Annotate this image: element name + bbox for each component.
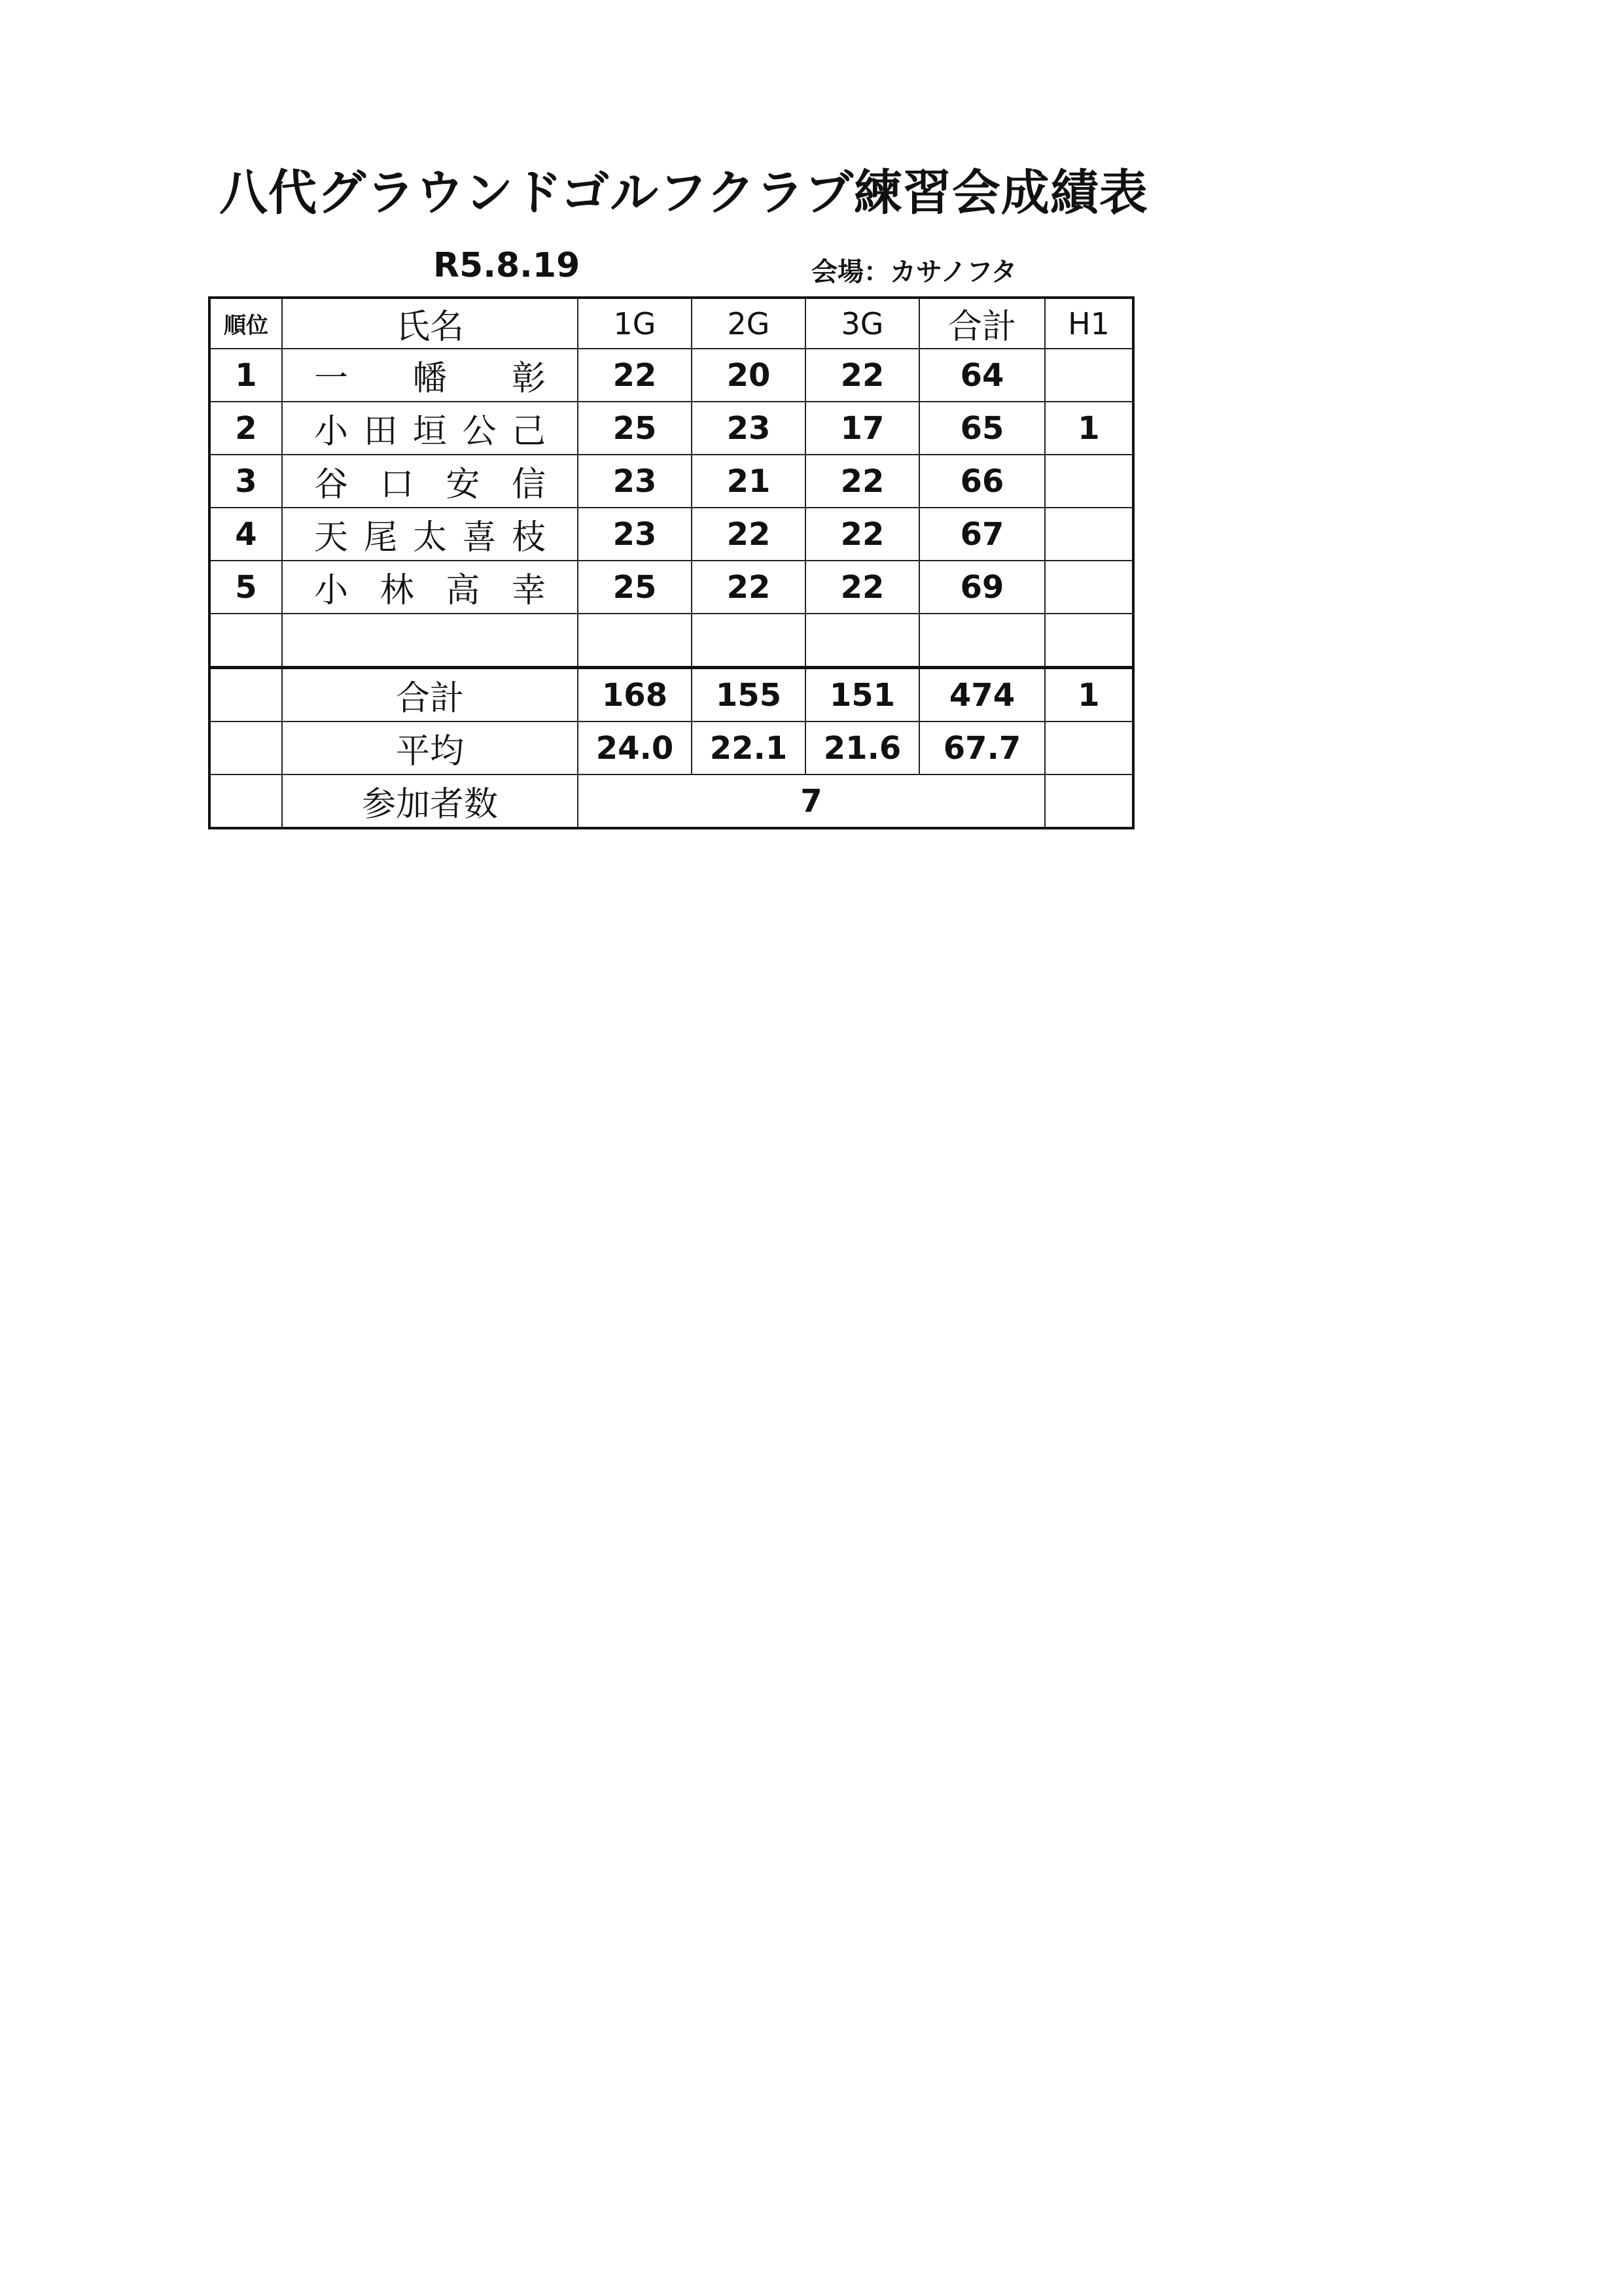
hole-in-one-cell [1045, 508, 1133, 561]
game-1-cell: 23 [578, 508, 692, 561]
hole-in-one-cell [1045, 349, 1133, 402]
event-date: R5.8.19 [433, 246, 580, 285]
table-header-row [209, 298, 1133, 349]
table-row [209, 402, 1133, 455]
average-label: 平均 [282, 722, 578, 774]
header-hole-in-one: H1 [1045, 298, 1133, 349]
average-rank-blank [209, 722, 282, 774]
page-title: 八代グラウンドゴルフクラブ練習会成績表 [219, 165, 1148, 221]
header-total: 合計 [919, 298, 1045, 349]
participants-rank-blank [209, 774, 282, 828]
game-1-cell: 25 [578, 561, 692, 614]
total-cell [919, 614, 1045, 668]
game-2-cell: 20 [692, 349, 805, 402]
hole-in-one-cell [1045, 614, 1133, 668]
header-rank: 順位 [209, 298, 282, 349]
participants-label: 参加者数 [282, 774, 578, 828]
name-cell: 天尾太喜枝 [282, 508, 578, 561]
game-2-cell: 22 [692, 561, 805, 614]
name-cell: 小林高幸 [282, 561, 578, 614]
header-name: 氏名 [282, 298, 578, 349]
totals-hole-in-one: 1 [1045, 668, 1133, 722]
name-cell: 小田垣公己 [282, 402, 578, 455]
score-table [208, 296, 1135, 829]
average-hole-in-one [1045, 722, 1133, 774]
average-game-2: 22.1 [692, 722, 805, 774]
rank-cell [209, 614, 282, 668]
totals-game-3: 151 [805, 668, 919, 722]
game-2-cell: 23 [692, 402, 805, 455]
hole-in-one-cell [1045, 561, 1133, 614]
game-2-cell [692, 614, 805, 668]
rank-cell: 3 [209, 455, 282, 508]
total-cell: 67 [919, 508, 1045, 561]
name-cell: 谷口安信 [282, 455, 578, 508]
game-3-cell: 22 [805, 455, 919, 508]
participants-hole-in-one-blank [1045, 774, 1133, 828]
totals-game-1: 168 [578, 668, 692, 722]
game-2-cell: 22 [692, 508, 805, 561]
table-row [209, 455, 1133, 508]
total-cell: 69 [919, 561, 1045, 614]
game-1-cell: 22 [578, 349, 692, 402]
game-3-cell: 22 [805, 561, 919, 614]
rank-cell: 2 [209, 402, 282, 455]
average-game-3: 21.6 [805, 722, 919, 774]
participants-row [209, 774, 1133, 828]
totals-game-2: 155 [692, 668, 805, 722]
game-1-cell: 23 [578, 455, 692, 508]
average-game-1: 24.0 [578, 722, 692, 774]
header-game-3: 3G [805, 298, 919, 349]
total-cell: 64 [919, 349, 1045, 402]
game-3-cell [805, 614, 919, 668]
participants-count: 7 [578, 774, 1045, 828]
average-total: 67.7 [919, 722, 1045, 774]
game-3-cell: 22 [805, 349, 919, 402]
game-3-cell: 17 [805, 402, 919, 455]
rank-cell: 1 [209, 349, 282, 402]
total-cell: 66 [919, 455, 1045, 508]
table-row [209, 508, 1133, 561]
table-row-empty [209, 614, 1133, 668]
venue-label: 会場：カサノフタ [811, 257, 1017, 287]
totals-row [209, 668, 1133, 722]
hole-in-one-cell [1045, 455, 1133, 508]
game-1-cell: 25 [578, 402, 692, 455]
header-game-1: 1G [578, 298, 692, 349]
game-2-cell: 21 [692, 455, 805, 508]
table-row [209, 561, 1133, 614]
hole-in-one-cell: 1 [1045, 402, 1133, 455]
total-cell: 65 [919, 402, 1045, 455]
totals-label: 合計 [282, 668, 578, 722]
name-cell [282, 614, 578, 668]
name-cell: 一幡彰 [282, 349, 578, 402]
game-1-cell [578, 614, 692, 668]
rank-cell: 5 [209, 561, 282, 614]
totals-total: 474 [919, 668, 1045, 722]
rank-cell: 4 [209, 508, 282, 561]
totals-rank-blank [209, 668, 282, 722]
average-row [209, 722, 1133, 774]
game-3-cell: 22 [805, 508, 919, 561]
table-row [209, 349, 1133, 402]
header-game-2: 2G [692, 298, 805, 349]
